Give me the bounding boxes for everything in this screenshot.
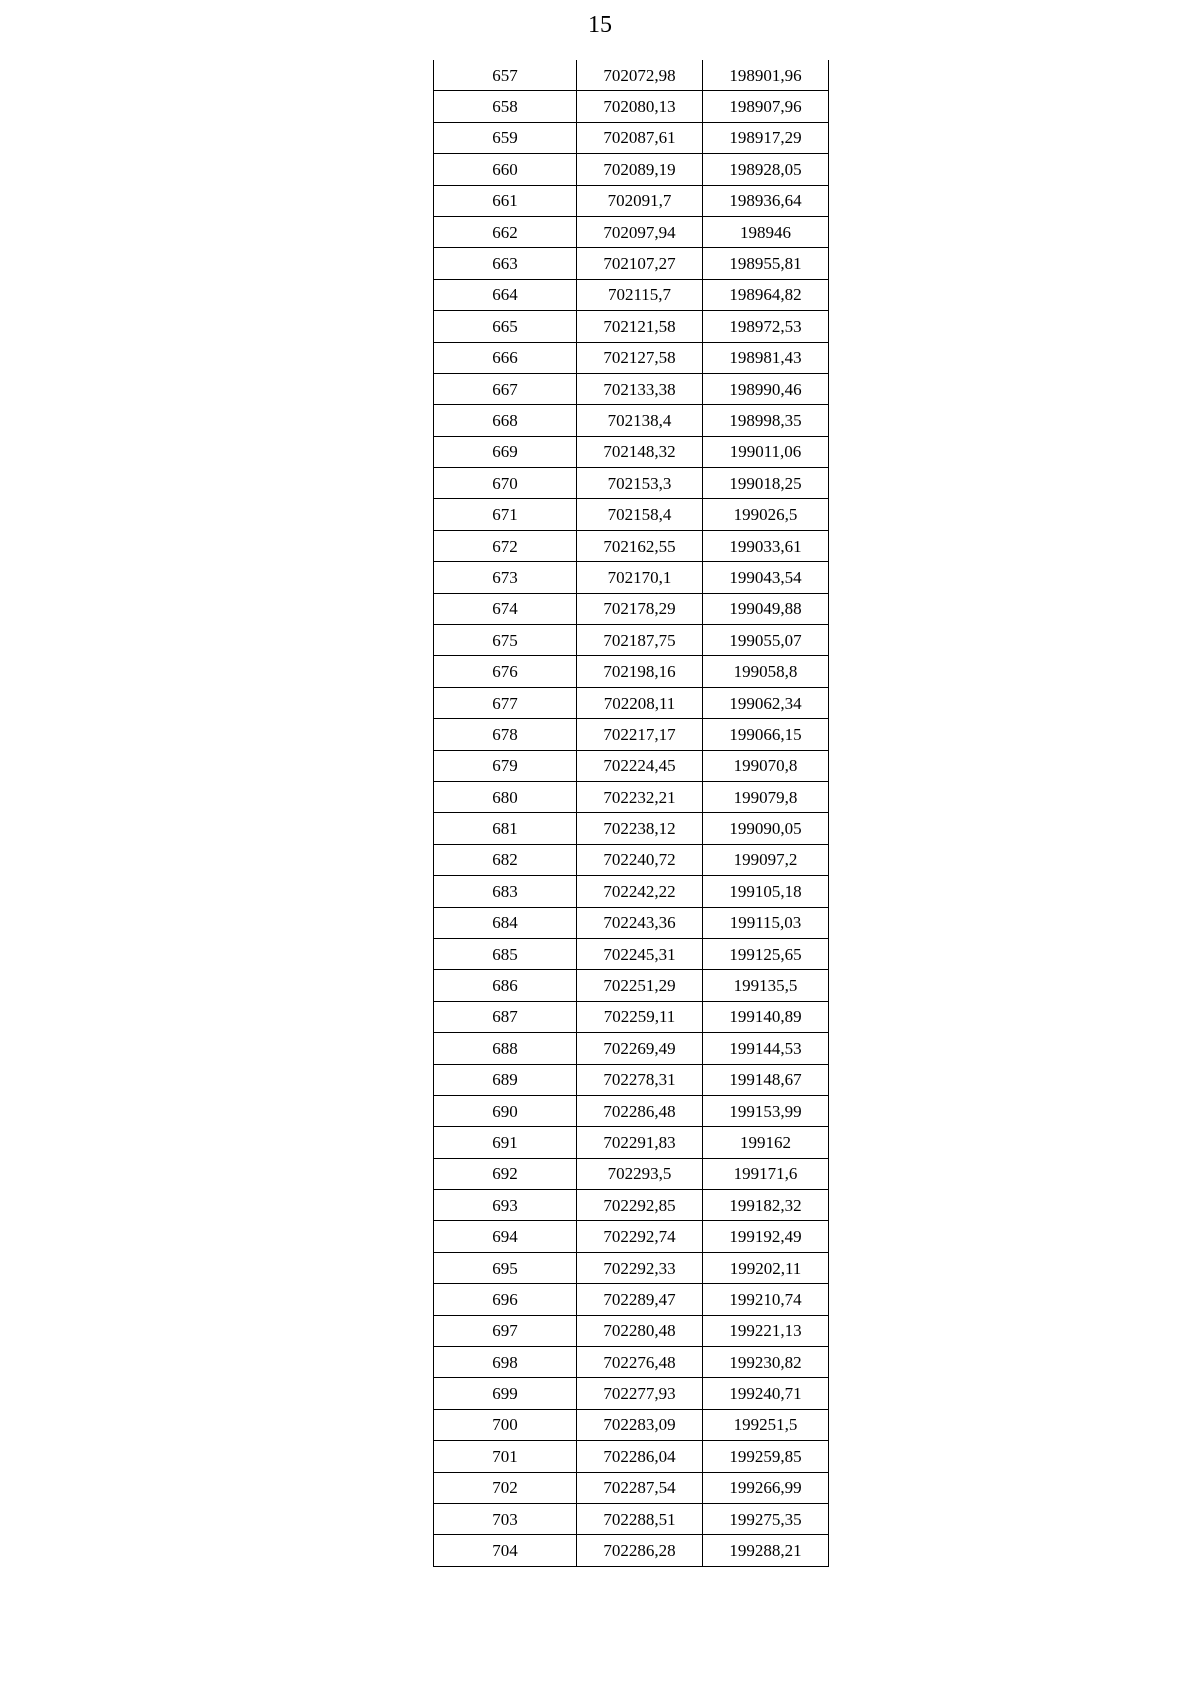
- point-number-cell: 658: [434, 91, 577, 122]
- x-coordinate-cell: 702153,3: [577, 468, 703, 499]
- x-coordinate-cell: 702121,58: [577, 311, 703, 342]
- table-row: [434, 781, 829, 812]
- table-row: [434, 311, 829, 342]
- point-number-cell: 689: [434, 1064, 577, 1095]
- y-coordinate-cell: 199135,5: [703, 970, 829, 1001]
- x-coordinate-cell: 702072,98: [577, 60, 703, 91]
- table-row: [434, 91, 829, 122]
- table-row: [434, 1033, 829, 1064]
- x-coordinate-cell: 702240,72: [577, 844, 703, 875]
- point-number-cell: 680: [434, 781, 577, 812]
- x-coordinate-cell: 702286,48: [577, 1095, 703, 1126]
- y-coordinate-cell: 199105,18: [703, 876, 829, 907]
- table-row: [434, 625, 829, 656]
- point-number-cell: 666: [434, 342, 577, 373]
- coordinates-table: [433, 60, 829, 1567]
- x-coordinate-cell: 702089,19: [577, 154, 703, 185]
- point-number-cell: 657: [434, 60, 577, 91]
- page-number: 15: [588, 12, 612, 38]
- x-coordinate-cell: 702251,29: [577, 970, 703, 1001]
- y-coordinate-cell: 199058,8: [703, 656, 829, 687]
- table-row: [434, 1378, 829, 1409]
- y-coordinate-cell: 199026,5: [703, 499, 829, 530]
- table-row: [434, 60, 829, 91]
- y-coordinate-cell: 199062,34: [703, 687, 829, 718]
- table-row: [434, 1503, 829, 1534]
- table-row: [434, 1284, 829, 1315]
- table-row: [434, 216, 829, 247]
- x-coordinate-cell: 702162,55: [577, 530, 703, 561]
- table-row: [434, 1064, 829, 1095]
- point-number-cell: 672: [434, 530, 577, 561]
- table-row: [434, 122, 829, 153]
- y-coordinate-cell: 199090,05: [703, 813, 829, 844]
- y-coordinate-cell: 199033,61: [703, 530, 829, 561]
- table-row: [434, 1095, 829, 1126]
- x-coordinate-cell: 702087,61: [577, 122, 703, 153]
- point-number-cell: 677: [434, 687, 577, 718]
- x-coordinate-cell: 702115,7: [577, 279, 703, 310]
- table-row: [434, 499, 829, 530]
- y-coordinate-cell: 199153,99: [703, 1095, 829, 1126]
- table-row: [434, 436, 829, 467]
- table-row: [434, 844, 829, 875]
- x-coordinate-cell: 702292,74: [577, 1221, 703, 1252]
- table-row: [434, 248, 829, 279]
- table-row: [434, 876, 829, 907]
- table-row: [434, 530, 829, 561]
- y-coordinate-cell: 199162: [703, 1127, 829, 1158]
- table-row: [434, 562, 829, 593]
- y-coordinate-cell: 199221,13: [703, 1315, 829, 1346]
- table-row: [434, 1127, 829, 1158]
- y-coordinate-cell: 199210,74: [703, 1284, 829, 1315]
- x-coordinate-cell: 702208,11: [577, 687, 703, 718]
- point-number-cell: 665: [434, 311, 577, 342]
- x-coordinate-cell: 702198,16: [577, 656, 703, 687]
- x-coordinate-cell: 702286,04: [577, 1441, 703, 1472]
- table-row: [434, 185, 829, 216]
- point-number-cell: 685: [434, 938, 577, 969]
- point-number-cell: 684: [434, 907, 577, 938]
- y-coordinate-cell: 198936,64: [703, 185, 829, 216]
- point-number-cell: 660: [434, 154, 577, 185]
- x-coordinate-cell: 702107,27: [577, 248, 703, 279]
- y-coordinate-cell: 199115,03: [703, 907, 829, 938]
- point-number-cell: 670: [434, 468, 577, 499]
- y-coordinate-cell: 199043,54: [703, 562, 829, 593]
- x-coordinate-cell: 702148,32: [577, 436, 703, 467]
- table-row: [434, 1221, 829, 1252]
- table-row: [434, 1535, 829, 1566]
- table-row: [434, 342, 829, 373]
- point-number-cell: 691: [434, 1127, 577, 1158]
- y-coordinate-cell: 199018,25: [703, 468, 829, 499]
- y-coordinate-cell: 199066,15: [703, 719, 829, 750]
- table-row: [434, 468, 829, 499]
- y-coordinate-cell: 199288,21: [703, 1535, 829, 1566]
- point-number-cell: 695: [434, 1252, 577, 1283]
- point-number-cell: 662: [434, 216, 577, 247]
- table-row: [434, 1315, 829, 1346]
- y-coordinate-cell: 199079,8: [703, 781, 829, 812]
- table-row: [434, 687, 829, 718]
- point-number-cell: 671: [434, 499, 577, 530]
- table-row: [434, 907, 829, 938]
- table-row: [434, 593, 829, 624]
- point-number-cell: 669: [434, 436, 577, 467]
- x-coordinate-cell: 702280,48: [577, 1315, 703, 1346]
- y-coordinate-cell: 199140,89: [703, 1001, 829, 1032]
- table-row: [434, 154, 829, 185]
- x-coordinate-cell: 702138,4: [577, 405, 703, 436]
- point-number-cell: 694: [434, 1221, 577, 1252]
- table-row: [434, 813, 829, 844]
- point-number-cell: 699: [434, 1378, 577, 1409]
- x-coordinate-cell: 702259,11: [577, 1001, 703, 1032]
- table-row: [434, 1409, 829, 1440]
- x-coordinate-cell: 702292,33: [577, 1252, 703, 1283]
- x-coordinate-cell: 702243,36: [577, 907, 703, 938]
- x-coordinate-cell: 702293,5: [577, 1158, 703, 1189]
- x-coordinate-cell: 702217,17: [577, 719, 703, 750]
- point-number-cell: 704: [434, 1535, 577, 1566]
- table-row: [434, 1472, 829, 1503]
- y-coordinate-cell: 199240,71: [703, 1378, 829, 1409]
- y-coordinate-cell: 199202,11: [703, 1252, 829, 1283]
- y-coordinate-cell: 199192,49: [703, 1221, 829, 1252]
- y-coordinate-cell: 198955,81: [703, 248, 829, 279]
- x-coordinate-cell: 702242,22: [577, 876, 703, 907]
- point-number-cell: 688: [434, 1033, 577, 1064]
- table-row: [434, 1441, 829, 1472]
- y-coordinate-cell: 198901,96: [703, 60, 829, 91]
- x-coordinate-cell: 702277,93: [577, 1378, 703, 1409]
- x-coordinate-cell: 702080,13: [577, 91, 703, 122]
- y-coordinate-cell: 198907,96: [703, 91, 829, 122]
- point-number-cell: 675: [434, 625, 577, 656]
- table-row: [434, 1001, 829, 1032]
- table-row: [434, 656, 829, 687]
- y-coordinate-cell: 198917,29: [703, 122, 829, 153]
- y-coordinate-cell: 199251,5: [703, 1409, 829, 1440]
- point-number-cell: 693: [434, 1190, 577, 1221]
- point-number-cell: 681: [434, 813, 577, 844]
- x-coordinate-cell: 702170,1: [577, 562, 703, 593]
- point-number-cell: 679: [434, 750, 577, 781]
- y-coordinate-cell: 199182,32: [703, 1190, 829, 1221]
- point-number-cell: 686: [434, 970, 577, 1001]
- point-number-cell: 667: [434, 373, 577, 404]
- point-number-cell: 692: [434, 1158, 577, 1189]
- y-coordinate-cell: 199055,07: [703, 625, 829, 656]
- x-coordinate-cell: 702232,21: [577, 781, 703, 812]
- x-coordinate-cell: 702269,49: [577, 1033, 703, 1064]
- point-number-cell: 687: [434, 1001, 577, 1032]
- table-row: [434, 279, 829, 310]
- table-row: [434, 719, 829, 750]
- y-coordinate-cell: 199259,85: [703, 1441, 829, 1472]
- y-coordinate-cell: 199097,2: [703, 844, 829, 875]
- x-coordinate-cell: 702178,29: [577, 593, 703, 624]
- table-row: [434, 970, 829, 1001]
- y-coordinate-cell: 198946: [703, 216, 829, 247]
- table-row: [434, 938, 829, 969]
- y-coordinate-cell: 199230,82: [703, 1347, 829, 1378]
- x-coordinate-cell: 702091,7: [577, 185, 703, 216]
- point-number-cell: 690: [434, 1095, 577, 1126]
- x-coordinate-cell: 702158,4: [577, 499, 703, 530]
- x-coordinate-cell: 702276,48: [577, 1347, 703, 1378]
- y-coordinate-cell: 199275,35: [703, 1503, 829, 1534]
- y-coordinate-cell: 199049,88: [703, 593, 829, 624]
- y-coordinate-cell: 199011,06: [703, 436, 829, 467]
- table-row: [434, 1190, 829, 1221]
- x-coordinate-cell: 702238,12: [577, 813, 703, 844]
- point-number-cell: 696: [434, 1284, 577, 1315]
- x-coordinate-cell: 702287,54: [577, 1472, 703, 1503]
- y-coordinate-cell: 199171,6: [703, 1158, 829, 1189]
- point-number-cell: 703: [434, 1503, 577, 1534]
- y-coordinate-cell: 199144,53: [703, 1033, 829, 1064]
- point-number-cell: 673: [434, 562, 577, 593]
- x-coordinate-cell: 702097,94: [577, 216, 703, 247]
- point-number-cell: 674: [434, 593, 577, 624]
- point-number-cell: 702: [434, 1472, 577, 1503]
- point-number-cell: 682: [434, 844, 577, 875]
- x-coordinate-cell: 702291,83: [577, 1127, 703, 1158]
- x-coordinate-cell: 702283,09: [577, 1409, 703, 1440]
- x-coordinate-cell: 702224,45: [577, 750, 703, 781]
- table-row: [434, 1158, 829, 1189]
- table-row: [434, 1347, 829, 1378]
- point-number-cell: 701: [434, 1441, 577, 1472]
- point-number-cell: 664: [434, 279, 577, 310]
- point-number-cell: 700: [434, 1409, 577, 1440]
- x-coordinate-cell: 702245,31: [577, 938, 703, 969]
- point-number-cell: 659: [434, 122, 577, 153]
- x-coordinate-cell: 702286,28: [577, 1535, 703, 1566]
- y-coordinate-cell: 198972,53: [703, 311, 829, 342]
- table-row: [434, 405, 829, 436]
- coordinates-table-body: [434, 60, 829, 1566]
- y-coordinate-cell: 198990,46: [703, 373, 829, 404]
- point-number-cell: 697: [434, 1315, 577, 1346]
- point-number-cell: 678: [434, 719, 577, 750]
- x-coordinate-cell: 702289,47: [577, 1284, 703, 1315]
- y-coordinate-cell: 199148,67: [703, 1064, 829, 1095]
- y-coordinate-cell: 199266,99: [703, 1472, 829, 1503]
- y-coordinate-cell: 199125,65: [703, 938, 829, 969]
- point-number-cell: 698: [434, 1347, 577, 1378]
- table-row: [434, 373, 829, 404]
- x-coordinate-cell: 702127,58: [577, 342, 703, 373]
- x-coordinate-cell: 702187,75: [577, 625, 703, 656]
- y-coordinate-cell: 198964,82: [703, 279, 829, 310]
- x-coordinate-cell: 702292,85: [577, 1190, 703, 1221]
- point-number-cell: 683: [434, 876, 577, 907]
- y-coordinate-cell: 199070,8: [703, 750, 829, 781]
- x-coordinate-cell: 702278,31: [577, 1064, 703, 1095]
- x-coordinate-cell: 702288,51: [577, 1503, 703, 1534]
- point-number-cell: 661: [434, 185, 577, 216]
- point-number-cell: 668: [434, 405, 577, 436]
- table-row: [434, 750, 829, 781]
- y-coordinate-cell: 198998,35: [703, 405, 829, 436]
- y-coordinate-cell: 198981,43: [703, 342, 829, 373]
- point-number-cell: 676: [434, 656, 577, 687]
- table-row: [434, 1252, 829, 1283]
- point-number-cell: 663: [434, 248, 577, 279]
- x-coordinate-cell: 702133,38: [577, 373, 703, 404]
- y-coordinate-cell: 198928,05: [703, 154, 829, 185]
